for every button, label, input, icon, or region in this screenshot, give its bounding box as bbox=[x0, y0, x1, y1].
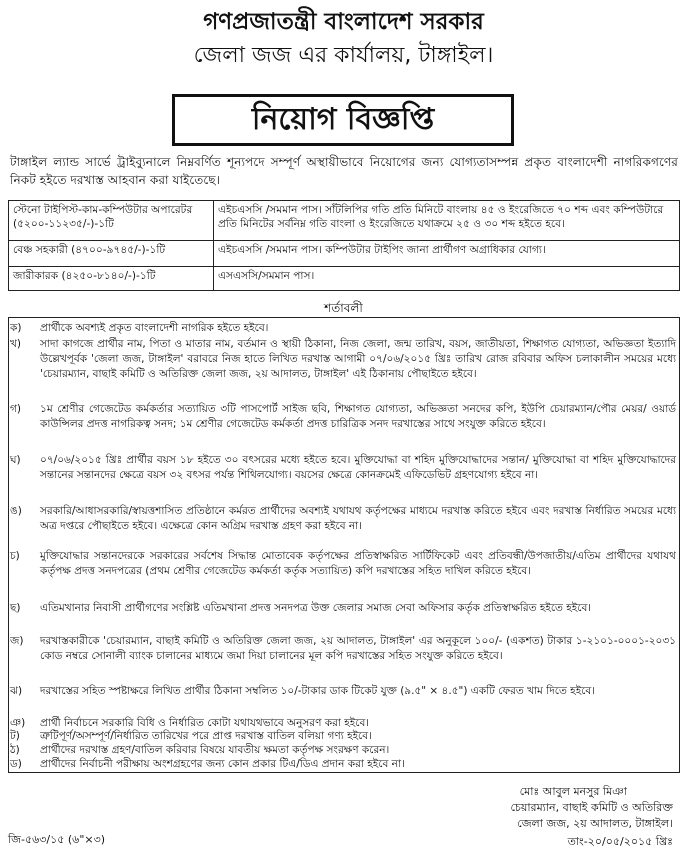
condition-text: মুক্তিযোদ্ধার সন্তানদেরকে সরকারের সর্বশেষ সিদ্ধান্ত মোতাবেক কর্তৃপক্ষের প্রতিস্বাক্ষরিত সার্টিফিকেট এবং প্রতিবন্ধী/উপজাতীয়/এতিম প্রার্থীদের যথাযথ কর্তৃপক্ষ প্রদত্ত সনদপত্রের (প্রথম শ্রেণীর গেজেটেড কর্মকর্তা কর্তৃক সত্যায়িত) কপি দরখাস্তের সহিত দাখিল করিতে হইবে। bbox=[40, 550, 676, 577]
table-row bbox=[9, 201, 680, 241]
signatory-name: মোঃ আবুল মনসুর মিঞা bbox=[519, 785, 627, 798]
table-row bbox=[9, 241, 680, 267]
list-item bbox=[10, 453, 676, 483]
condition-text: প্রার্থীদের দরখাস্ত গ্রহণ/বাতিল করিবার বিষয়ে যাবতীয় ক্ষমতা কর্তৃপক্ষ সংরক্ষণ করেন। bbox=[40, 744, 390, 756]
condition-text: সাদা কাগজে প্রার্থীর নাম, পিতা ও মাতার নাম, বর্তমান ও স্থায়ী ঠিকানা, নিজ জেলা, জন্ম তারিখ, বয়স, জাতীয়তা, শিক্ষাগত যোগ্যতা, অভিজ্ঞতা ইত্যাদি উল্লেখপূর্বক 'জেলা জজ, টাঙ্গাইল' বরাবরে নিজ হাতে লিখিত দরখাস্ত আগামী ০৭/০৬/২০১৫ খ্রিঃ তারিখ রোজ রবিবার অফিস চলাকালীন সময়ের মধ্যে 'চেয়ারম্যান, বাছাই কমিটি ও অতিরিক্ত জেলা জজ, ২য় আদালত, টাঙ্গাইল' এই ঠিকানায় পৌছাইতে হইবে। bbox=[40, 338, 676, 380]
condition-text: দরখাস্তকারীকে 'চেয়ারম্যান, বাছাই কমিটি ও অতিরিক্ত জেলা জজ, ২য় আদালত, টাঙ্গাইল' এর অনুকূলে ১০০/- (একশত) টাকার ১-২১০১-০০০১-২০৩১ কোড নম্বরে সোনালী ব্যাংক চালানের মাধ্যমে জমা দিয়া চালানের মূল কপি দরখাস্তের সহিত সংযুক্ত করিতে হইবে। bbox=[40, 635, 676, 662]
list-item bbox=[10, 743, 676, 758]
signatory-title-line2: জেলা জজ, ২য় আদালত, টাঙ্গাইল। bbox=[517, 817, 673, 830]
government-heading: গণপ্রজাতন্ত্রী বাংলাদেশ সরকার bbox=[203, 9, 484, 35]
list-item bbox=[10, 402, 676, 432]
requirement-cell: এইচএসসি /সমমান পাস। সাঁটলিপির গতি প্রতি মিনিটে বাংলায় ৪৫ ও ইংরেজিতে ৭০ শব্দ এবং কম্পিউটারে প্রতি মিনিটের সর্বনিম্ন গতি বাংলা ও ইংরেজিতে যথাক্রমে ২৫ ও ৩০ শব্দ হইতে হবে। bbox=[214, 201, 680, 241]
list-marker: ঞ) bbox=[10, 717, 26, 729]
conditions-heading: শর্তাবলী bbox=[324, 301, 363, 315]
list-marker: ঝ) bbox=[10, 685, 23, 697]
list-item bbox=[10, 634, 676, 664]
list-item bbox=[10, 684, 676, 699]
office-heading: জেলা জজ এর কার্যালয়, টাঙ্গাইল। bbox=[193, 43, 494, 68]
requirement-cell: এসএসসি/সমমান পাস। bbox=[214, 267, 680, 291]
list-item bbox=[10, 729, 676, 744]
conditions-box bbox=[8, 317, 680, 773]
list-marker: খ) bbox=[10, 338, 21, 350]
condition-text: প্রার্থীদের নির্বাচনী পরীক্ষায় অংশগ্রহণের জন্য কোন প্রকার টিএ/ডিএ প্রদান করা হইবে না। bbox=[40, 758, 405, 770]
condition-text: ১ম শ্রেণীর গেজেটেড কর্মকর্তার সত্যায়িত ৩টি পাসপোর্ট সাইজ ছবি, শিক্ষাগত যোগ্যতা, অভিজ্ঞতা সনদের কপি, ইউপি চেয়ারম্যান/পৌর মেয়র/ ওয়ার্ড কাউন্সিলর প্রদত্ত নাগরিকত্ব সনদ; ১ম শ্রেণীর গেজেটেড কর্মকর্তা প্রদত্ত চারিত্রিক সনদ দরখাস্তের সাথে সংযুক্ত করিতে হইবে। bbox=[40, 403, 676, 430]
condition-text: সরকারি/আধাসরকারি/স্বায়ত্তশাসিত প্রতিষ্ঠানে কর্মরত প্রার্থীদের অবশ্যই যথাযথ কর্তৃপক্ষের মাধ্যমে দরখাস্ত করিতে হইবে এবং দরখাস্ত নির্ধারিত সময়ের মধ্যে অত্র দপ্তরে পৌছাইতে হইবে। এক্ষেত্রে কোন অগ্রিম দরখাস্ত গ্রহণ করা হইবে না। bbox=[40, 505, 676, 532]
condition-text: ত্রুটিপূর্ণ/অসম্পূর্ণ/নির্ধারিত তারিখের পরে প্রাপ্ত দরখাস্ত বাতিল বলিয়া গণ্য হইবে। bbox=[40, 730, 372, 742]
table-row bbox=[9, 267, 680, 291]
condition-text: প্রার্থী নির্বাচনে সরকারি বিধি ও নির্ধারিত কোটা যথাযথভাবে অনুসরণ করা হইবে। bbox=[40, 717, 370, 729]
list-item bbox=[10, 337, 676, 382]
notice-title: নিয়োগ বিজ্ঞপ্তি bbox=[172, 94, 514, 146]
list-marker: ড) bbox=[10, 758, 22, 770]
condition-text: ০৭/০৬/২০১৫ খ্রিঃ প্রার্থীর বয়স ১৮ হইতে ৩০ বৎসরের মধ্যে হইতে হবে। মুক্তিযোদ্ধা বা শহিদ মুক্তিযোদ্ধাদের সন্তান/ মুক্তিযোদ্ধা বা শহিদ মুক্তিযোদ্ধাদের সন্তানের সন্তানদের ক্ষেত্রে বয়স ৩২ বৎসর পর্যন্ত শিথিলযোগ্য। বয়সের ক্ষেত্রে কোনক্রমেই এফিডেভিট গ্রহণযোগ্য হইবে না। bbox=[40, 454, 676, 481]
condition-text: দরখাস্তের সহিত স্পষ্টাক্ষরে লিখিত প্রার্থীর ঠিকানা সম্বলিত ১০/-টাকার ডাক টিকেট যুক্ত (৯.৫" × ৪.৫") একটি ফেরত খাম দিতে হইবে। bbox=[40, 685, 595, 697]
list-marker: জ) bbox=[10, 635, 24, 647]
position-cell: জারীকারক (৪২৫০-৮১৪০/-)-১টি bbox=[9, 267, 214, 291]
list-marker: ঠ) bbox=[10, 744, 20, 756]
list-item bbox=[10, 601, 676, 616]
list-marker: ঙ) bbox=[10, 505, 22, 517]
list-marker: ছ) bbox=[10, 602, 21, 614]
notice-date: তাং-২০/০৫/২০১৫ খ্রিঃ bbox=[567, 835, 673, 848]
list-marker: চ) bbox=[10, 550, 20, 562]
position-cell: বেঞ্চ সহকারী (৪৭০০-৯৭৪৫/-)-১টি bbox=[9, 241, 214, 267]
list-item bbox=[10, 504, 676, 534]
signatory-title-line1: চেয়ারম্যান, বাছাই কমিটি ও অতিরিক্ত bbox=[510, 801, 673, 814]
position-cell: স্টেনো টাইপিস্ট-কাম-কম্পিউটার অপারেটর (৫২০০-১১২৩৫/-)-১টি bbox=[9, 201, 214, 241]
requirement-cell: এইচএসসি /সমমান পাস। কম্পিউটার টাইপিং জানা প্রার্থীগণ অগ্রাধিকার যোগ্য। bbox=[214, 241, 680, 267]
reference-number: জি-৫৬৩/১৫ (৬"×৩) bbox=[8, 833, 106, 846]
list-marker: ক) bbox=[10, 322, 22, 334]
vacancy-table bbox=[8, 200, 680, 291]
list-item bbox=[10, 549, 676, 579]
intro-paragraph: টাঙ্গাইল ল্যান্ড সার্ভে ট্রাইব্যুনালে নিম্নবর্ণিত শূন্যপদে সম্পূর্ণ অস্থায়ীভাবে নিয়োগের জন্য যোগ্যতাসম্পন্ন প্রকৃত বাংলাদেশী নাগরিকগণের নিকট হইতে দরখাস্ত আহবান করা যাইতেছে। bbox=[10, 155, 678, 187]
list-item bbox=[10, 757, 676, 772]
condition-text: প্রার্থীকে অবশ্যই প্রকৃত বাংলাদেশী নাগরিক হইতে হইবে। bbox=[40, 322, 269, 334]
list-marker: গ) bbox=[10, 403, 21, 415]
condition-text: এতিমখানার নিবাসী প্রার্থীগণের সংশ্লিষ্ট এতিমখানা প্রদত্ত সনদপত্র উক্ত জেলার সমাজ সেবা অফিসার কর্তৃক প্রতিস্বাক্ষরিত হইতে হইবে। bbox=[40, 602, 592, 614]
list-item bbox=[10, 321, 676, 336]
list-marker: ট) bbox=[10, 730, 20, 742]
list-marker: ঘ) bbox=[10, 454, 21, 466]
